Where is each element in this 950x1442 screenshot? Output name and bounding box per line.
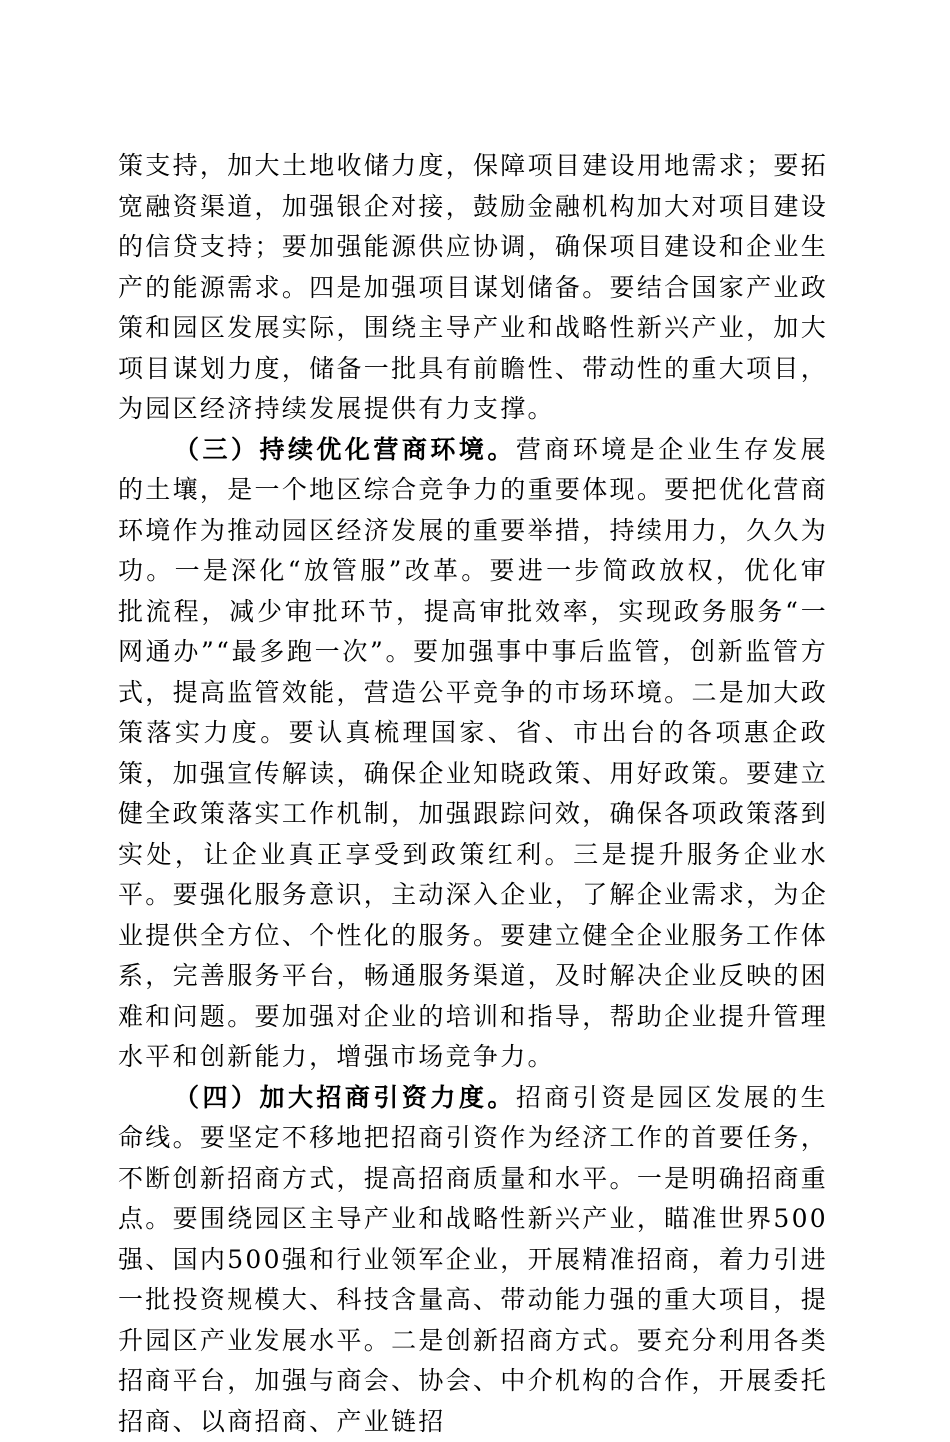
paragraph-investment-attraction (118, 1078, 828, 1442)
paragraph-continuation (118, 146, 828, 430)
paragraph-business-environment (118, 430, 828, 1078)
section-heading-business-environment: （三）持续优化营商环境。 (174, 435, 516, 464)
paragraph-text: 营商环境是企业生存发展的土壤，是一个地区综合竞争力的重要体现。要把优化营商环境作为推动园区经济发展的重要举措，持续用力，久久为功。一是深化“放管服”改革。要进一步简政放权，优化审批流程，减少审批环节，提高审批效率，实现政务服务“一网通办”“最多跑一次”。要加强事中事后监管，创新监管方式，提高监管效能，营造公平竞争的市场环境。二是加大政策落实力度。要认真梳理国家、省、市出台的各项惠企政策，加强宣传解读，确保企业知晓政策、用好政策。要建立健全政策落实工作机制，加强跟踪问效，确保各项政策落到实处，让企业真正享受到政策红利。三是提升服务企业水平。要强化服务意识，主动深入企业，了解企业需求，为企业提供全方位、个性化的服务。要建立健全企业服务工作体系，完善服务平台，畅通服务渠道，及时解决企业反映的困难和问题。要加强对企业的培训和指导，帮助企业提升管理水平和创新能力，增强市场竞争力。 (118, 435, 828, 1072)
paragraph-text: 策支持，加大土地收储力度，保障项目建设用地需求；要拓宽融资渠道，加强银企对接，鼓励金融机构加大对项目建设的信贷支持；要加强能源供应协调，确保项目建设和企业生产的能源需求。四是加强项目谋划储备。要结合国家产业政策和园区发展实际，围绕主导产业和战略性新兴产业，加大项目谋划力度，储备一批具有前瞻性、带动性的重大项目，为园区经济持续发展提供有力支撑。 (118, 151, 828, 423)
paragraph-text: 招商引资是园区发展的生命线。要坚定不移地把招商引资作为经济工作的首要任务，不断创新招商方式，提高招商质量和水平。一是明确招商重点。要围绕园区主导产业和战略性新兴产业，瞄准世界500强、国内500强和行业领军企业，开展精准招商，着力引进一批投资规模大、科技含量高、带动能力强的重大项目，提升园区产业发展水平。二是创新招商方式。要充分利用各类招商平台，加强与商会、协会、中介机构的合作，开展委托招商、以商招商、产业链招 (118, 1083, 828, 1436)
section-heading-investment-attraction: （四）加大招商引资力度。 (174, 1083, 516, 1112)
document-body (118, 146, 828, 1442)
